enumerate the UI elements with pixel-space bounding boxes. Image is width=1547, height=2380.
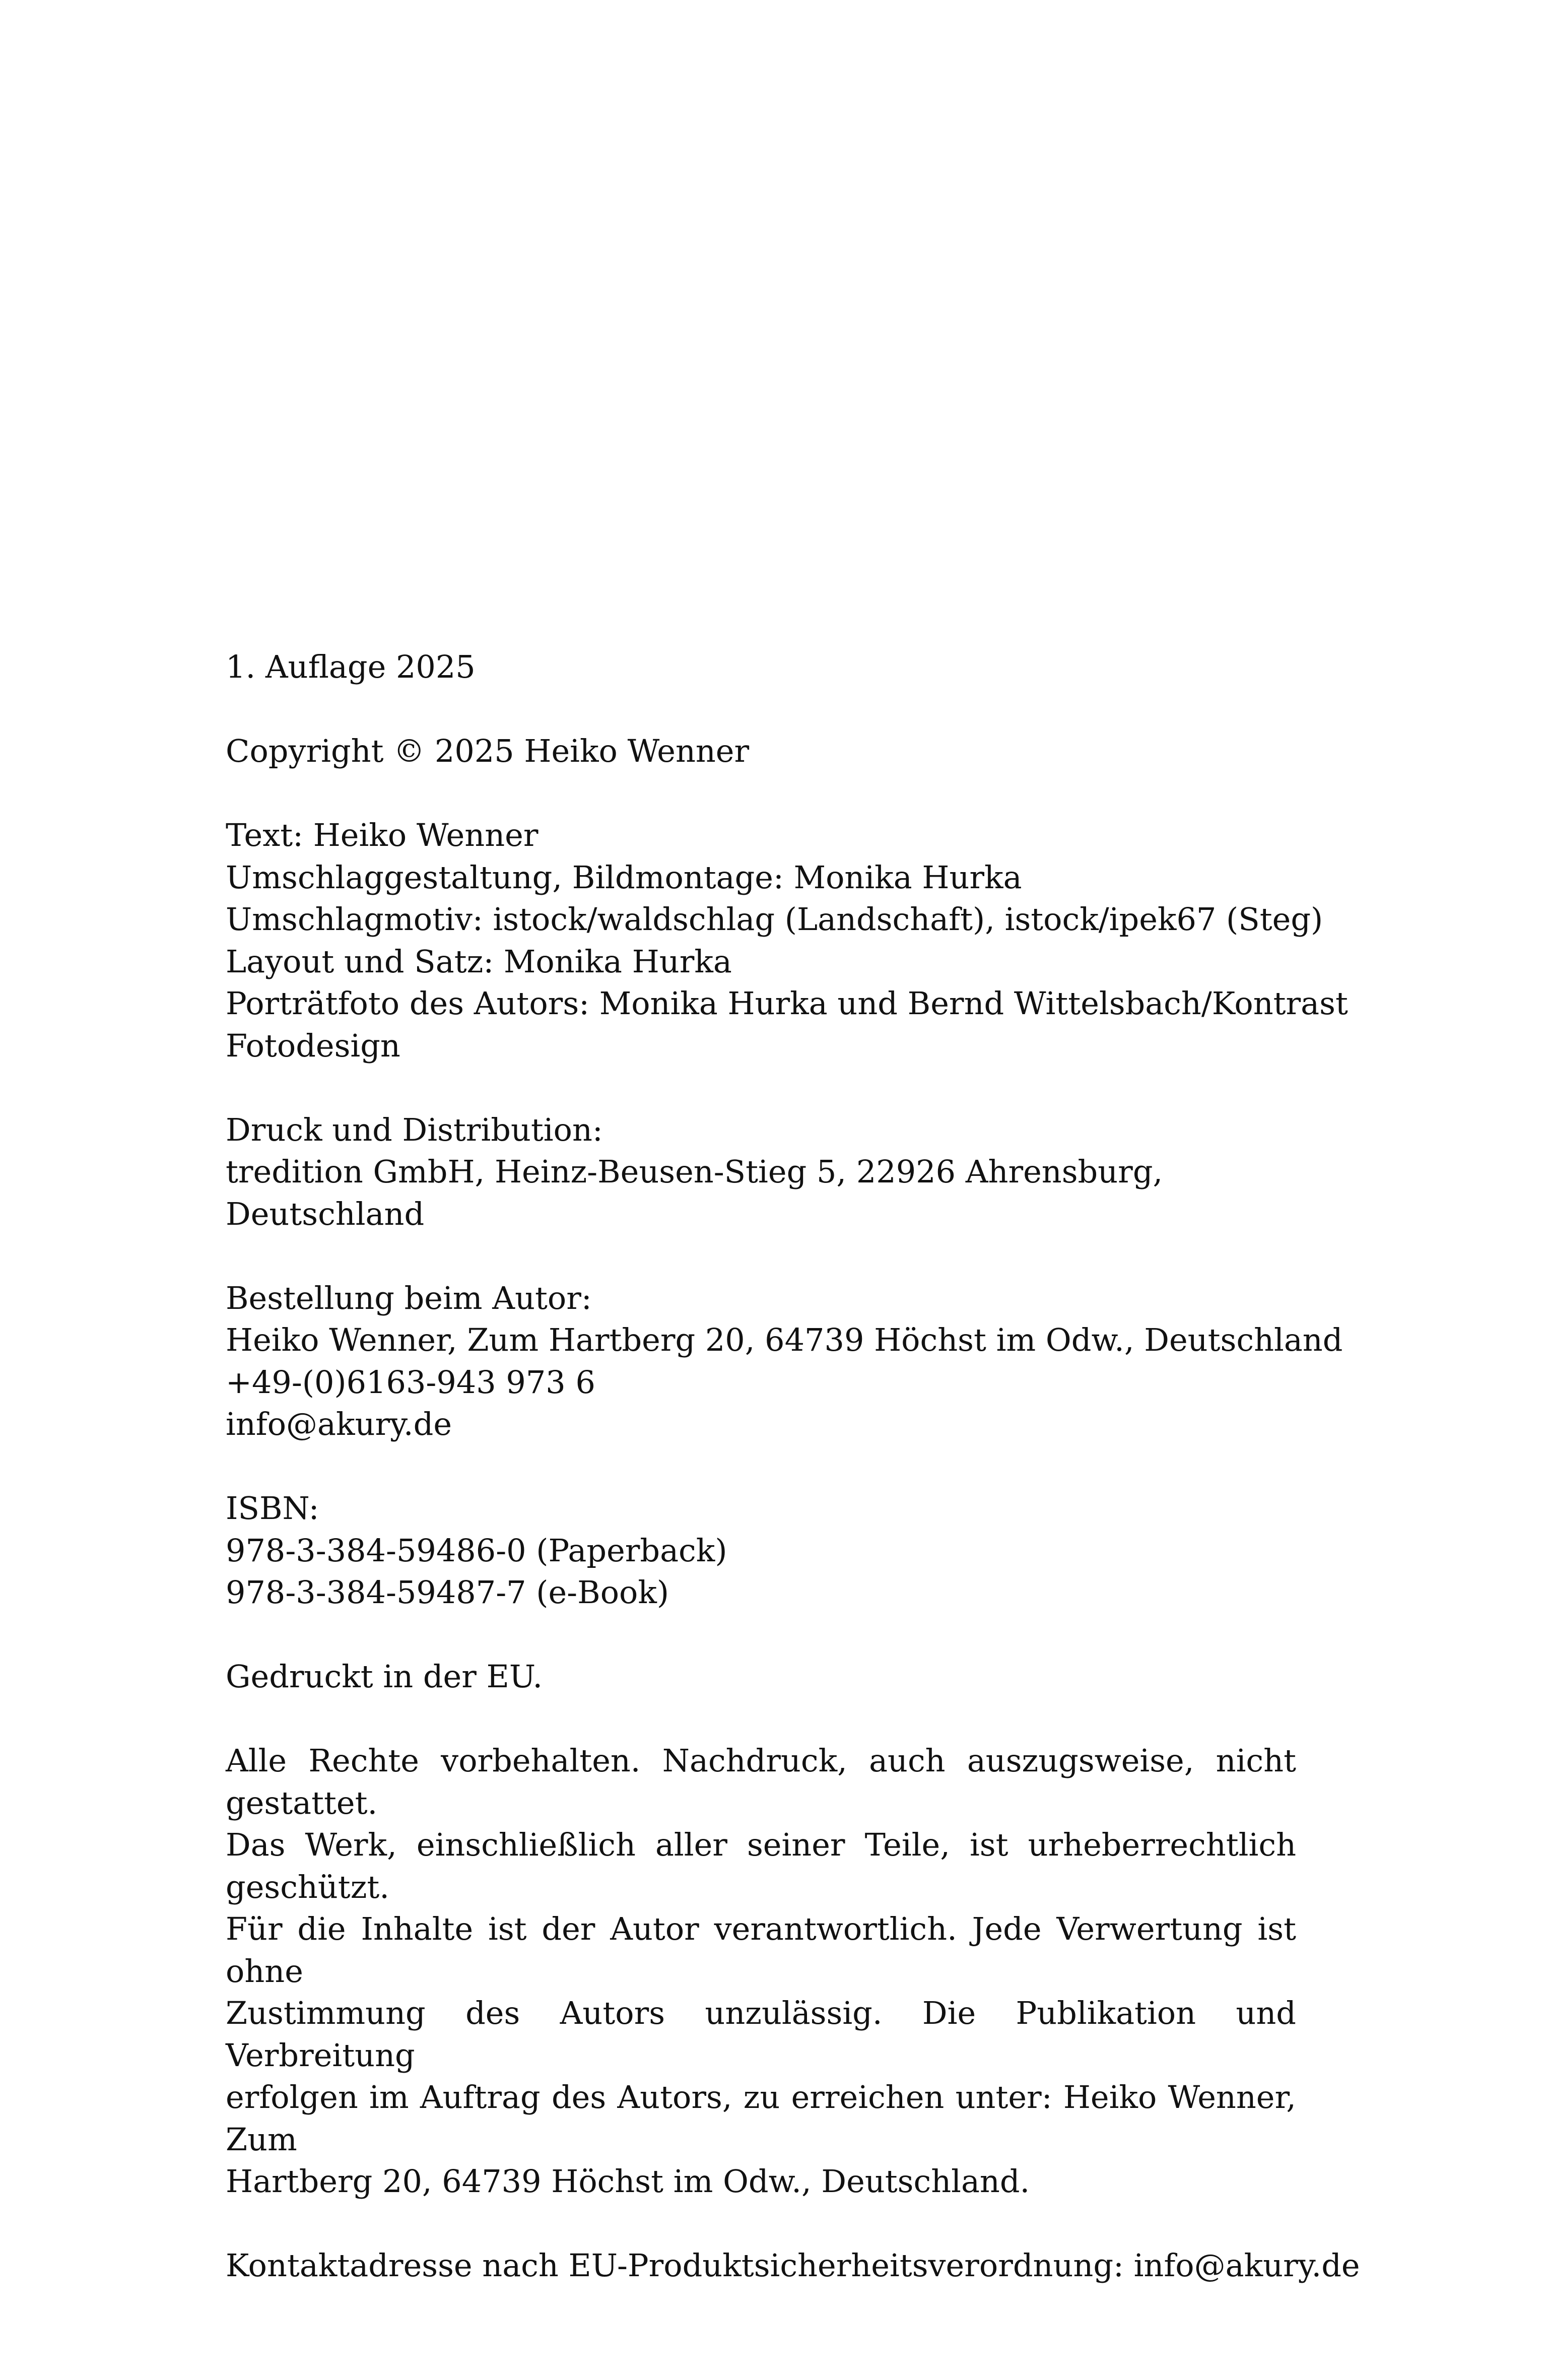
credit-portrait-line-2: Fotodesign: [226, 1027, 400, 1064]
edition-block: [226, 646, 1296, 688]
imprint-page: [226, 646, 1360, 2287]
contact-line: Kontaktadresse nach EU-Produktsicherheitsverordnung: info@akury.de: [226, 2247, 1360, 2284]
order-email: info@akury.de: [226, 1406, 452, 1442]
distribution-heading: Druck und Distribution:: [226, 1111, 603, 1148]
rights-line: Alle Rechte vorbehalten. Nachdruck, auch auszugsweise, nicht gestattet.: [226, 1742, 1296, 1821]
printed-line: Gedruckt in der EU.: [226, 1658, 543, 1695]
contact-block: [226, 2244, 1360, 2287]
rights-paragraph: [226, 1740, 1296, 2203]
order-address: Heiko Wenner, Zum Hartberg 20, 64739 Höchst im Odw., Deutschland: [226, 1321, 1343, 1358]
credit-cover-motif: Umschlagmotiv: istock/waldschlag (Landschaft), istock/ipek67 (Steg): [226, 901, 1323, 938]
isbn-heading: ISBN:: [226, 1490, 319, 1527]
copyright-block: [226, 730, 1296, 772]
distribution-block: [226, 1109, 1296, 1235]
isbn-block: [226, 1487, 1296, 1614]
rights-line: Das Werk, einschließlich aller seiner Teile, ist urheberrechtlich geschützt.: [226, 1826, 1296, 1905]
rights-line: erfolgen im Auftrag des Autors, zu erreichen unter: Heiko Wenner, Zum: [226, 2079, 1296, 2158]
rights-line: Zustimmung des Autors unzulässig. Die Publikation und Verbreitung: [226, 1995, 1296, 2074]
rights-line: Hartberg 20, 64739 Höchst im Odw., Deutschland.: [226, 2163, 1030, 2200]
distribution-line-2: Deutschland: [226, 1195, 425, 1232]
credit-portrait-line-1: Porträtfoto des Autors: Monika Hurka und Bernd Wittelsbach/Kontrast: [226, 985, 1348, 1022]
edition-line: 1. Auflage 2025: [226, 648, 476, 685]
credit-cover-design: Umschlaggestaltung, Bildmontage: Monika Hurka: [226, 858, 1022, 896]
rights-line: Für die Inhalte ist der Autor verantwortlich. Jede Verwertung ist ohne: [226, 1910, 1296, 1990]
order-heading: Bestellung beim Autor:: [226, 1279, 592, 1316]
printed-block: [226, 1656, 1296, 1698]
credit-text: Text: Heiko Wenner: [226, 817, 539, 853]
isbn-paperback: 978-3-384-59486-0 (Paperback): [226, 1532, 727, 1569]
order-phone: +49-(0)6163-943 973 6: [226, 1363, 595, 1401]
distribution-line-1: tredition GmbH, Heinz-Beusen-Stieg 5, 22926 Ahrensburg,: [226, 1153, 1163, 1190]
copyright-line: Copyright © 2025 Heiko Wenner: [226, 733, 750, 769]
isbn-ebook: 978-3-384-59487-7 (e-Book): [226, 1574, 669, 1611]
order-block: [226, 1277, 1343, 1445]
credits-block: [226, 814, 1348, 1067]
credit-layout: Layout und Satz: Monika Hurka: [226, 943, 732, 980]
